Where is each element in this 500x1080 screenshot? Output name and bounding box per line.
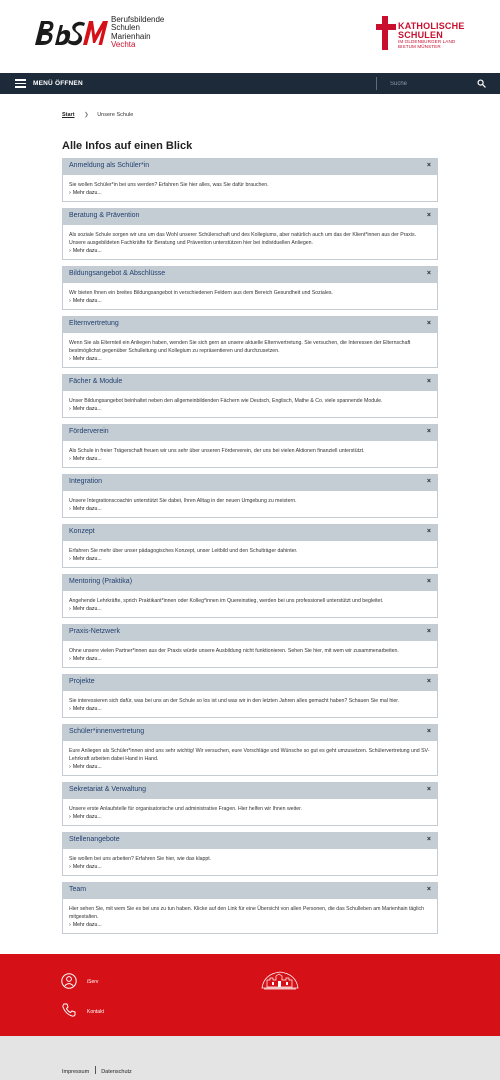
accordion-title: Schüler*innenvertretung — [69, 728, 145, 735]
accordion-body — [63, 283, 437, 309]
accordion-item — [62, 882, 438, 934]
accordion-title: Mentoring (Praktika) — [69, 578, 133, 585]
close-icon[interactable]: × — [426, 528, 431, 535]
accordion-body — [63, 849, 437, 875]
more-link-label: Mehr dazu... — [72, 556, 102, 562]
more-link[interactable] — [69, 297, 431, 305]
more-link[interactable] — [69, 605, 431, 613]
accordion-body — [63, 641, 437, 667]
accordion-title: Team — [69, 886, 87, 893]
more-link-label: Mehr dazu... — [72, 456, 102, 462]
main-nav — [0, 73, 500, 94]
accordion-header[interactable] — [63, 575, 437, 591]
accordion-text: Angehende Lehrkräfte, sprich Praktikant*innen oder Kolleg*innen im Quereinstieg, werden bei uns professionell unterstützt und begleitet. — [69, 598, 384, 604]
kontakt-link[interactable]: Kontakt — [87, 1009, 104, 1015]
more-link[interactable] — [69, 505, 431, 513]
accordion-item — [62, 424, 438, 468]
close-icon[interactable]: × — [426, 836, 431, 843]
accordion-body — [63, 899, 437, 933]
chevron-right-icon: ❯ — [84, 112, 89, 118]
accordion-header[interactable] — [63, 783, 437, 799]
accordion-header[interactable] — [63, 209, 437, 225]
katholische-schulen-logo[interactable] — [376, 16, 396, 55]
more-link-label: Mehr dazu... — [72, 706, 102, 712]
accordion-text: Eure Anliegen als Schüler*innen sind uns sehr wichtig! Wir versuchen, eure Vorschläge und Wünsche so gut es geht umzusetzen. Schülervertretung und SV-Lehrkraft arbeiten dabei Hand in Hand. — [69, 748, 430, 762]
more-link-label: Mehr dazu... — [72, 406, 102, 412]
bbsm-logo[interactable] — [33, 17, 109, 54]
accordion-header[interactable] — [63, 425, 437, 441]
more-link-label: Mehr dazu... — [72, 656, 102, 662]
accordion-text: Erfahren Sie mehr über unser pädagogisches Konzept, unser Leitbild und den Schulträger dahinter. — [69, 548, 298, 554]
more-link-label: Mehr dazu... — [72, 606, 102, 612]
footer-main — [0, 954, 500, 1036]
accordion-title: Beratung & Prävention — [69, 212, 140, 219]
more-link[interactable] — [69, 813, 431, 821]
accordion-text: Als soziale Schule sorgen wir uns um das Wohl unserer Schülerschaft und des Kollegiums, aber natürlich auch um das der Klient*innen aus der Praxis. Unsere ausgebildeten Fachkräfte für Beratung und Prävention unterstützen hier bei individuellen Anliegen. — [69, 232, 417, 246]
more-link-label: Mehr dazu... — [72, 922, 102, 928]
katholische-schulen-text — [398, 22, 465, 49]
ks-line-2: SCHULEN — [398, 29, 443, 40]
info-accordion — [62, 158, 438, 940]
more-link-label: Mehr dazu... — [72, 298, 102, 304]
accordion-text: Wenn Sie als Elternteil ein Anliegen haben, wenden Sie sich gern an unsere aktuelle Elternvertretung. Sie versuchen, die Interessen der Elternschaft bestmöglichst gegenüber Schulleitung und Kollegium zu repräsentieren und durchzusetzen. — [69, 340, 411, 354]
bbsm-logo-mark — [33, 17, 109, 49]
chevron-right-icon: › — [69, 606, 71, 612]
accordion-item — [62, 316, 438, 368]
page-title: Alle Infos auf einen Blick — [62, 140, 193, 152]
accordion-item — [62, 208, 438, 260]
accordion-body — [63, 491, 437, 517]
accordion-body — [63, 799, 437, 825]
accordion-title: Konzept — [69, 528, 95, 535]
accordion-item — [62, 266, 438, 310]
accordion-body — [63, 225, 437, 259]
breadcrumb-current: Unsere Schule — [97, 112, 134, 118]
close-icon[interactable]: × — [426, 728, 431, 735]
more-link-label: Mehr dazu... — [72, 190, 102, 196]
accordion-body — [63, 591, 437, 617]
accordion-text: Unsere Integrationscoachin unterstützt Sie dabei, Ihren Alltag in der neuen Umgebung zu meistern. — [69, 498, 297, 504]
more-link[interactable] — [69, 921, 431, 929]
chevron-right-icon: › — [69, 706, 71, 712]
chevron-right-icon: › — [69, 922, 71, 928]
chevron-right-icon: › — [69, 656, 71, 662]
footer-link-divider — [95, 1066, 96, 1074]
accordion-title: Elternvertretung — [69, 320, 119, 327]
more-link[interactable] — [69, 247, 431, 255]
cross-icon — [376, 16, 396, 50]
nav-divider — [376, 77, 377, 90]
more-link-label: Mehr dazu... — [72, 248, 102, 254]
accordion-text: Wir bieten Ihnen ein breites Bildungsangebot in verschiedenen Feldern aus dem Bereich Gesundheit und Soziales. — [69, 290, 333, 296]
breadcrumb — [62, 112, 133, 118]
accordion-text: Sie interessieren sich dafür, was bei uns an der Schule so los ist und was wir in den letzten Jahren alles gemacht haben? Schauen Sie mal hier. — [69, 698, 400, 704]
more-link-label: Mehr dazu... — [72, 506, 102, 512]
chevron-right-icon: › — [69, 298, 71, 304]
chevron-right-icon: › — [69, 248, 71, 254]
close-icon[interactable]: × — [426, 162, 431, 169]
accordion-item — [62, 158, 438, 202]
more-link[interactable] — [69, 189, 431, 197]
accordion-header[interactable] — [63, 375, 437, 391]
datenschutz-link[interactable]: Datenschutz — [101, 1069, 132, 1075]
footer-links — [62, 1066, 132, 1075]
more-link[interactable] — [69, 555, 431, 563]
chevron-right-icon: › — [69, 456, 71, 462]
accordion-title: Integration — [69, 478, 103, 485]
close-icon[interactable]: × — [426, 428, 431, 435]
accordion-text: Als Schule in freier Trägerschaft freuen wir uns sehr über unseren Förderverein, der uns bei vielen Aktionen finanziell unterstützt. — [69, 448, 365, 454]
school-name-line-1: Berufsbildende — [111, 15, 165, 24]
ks-line-1: KATHOLISCHE — [398, 21, 465, 31]
more-link[interactable] — [69, 355, 431, 363]
more-link[interactable] — [69, 655, 431, 663]
close-icon[interactable]: × — [426, 886, 431, 893]
chevron-right-icon: › — [69, 814, 71, 820]
chevron-right-icon: › — [69, 406, 71, 412]
more-link[interactable] — [69, 705, 431, 713]
accordion-title: Förderverein — [69, 428, 109, 435]
close-icon[interactable]: × — [426, 478, 431, 485]
accordion-body — [63, 391, 437, 417]
accordion-header[interactable] — [63, 833, 437, 849]
accordion-text: Ohne unsere vielen Partner*innen aus der Praxis würde unsere Ausbildung nicht funktionieren. Sehen Sie hier, mit wem wir zusammenarbeiten. — [69, 648, 399, 654]
more-link[interactable] — [69, 405, 431, 413]
user-icon[interactable] — [61, 973, 77, 989]
close-icon[interactable]: × — [426, 678, 431, 685]
breadcrumb-start-link[interactable]: Start — [62, 112, 75, 118]
accordion-header[interactable] — [63, 675, 437, 691]
chevron-right-icon: › — [69, 556, 71, 562]
search-input[interactable] — [390, 77, 470, 90]
close-icon[interactable]: × — [426, 320, 431, 327]
accordion-text: Hier sehen Sie, mit wem Sie es bei uns zu tun haben. Klicke auf den Link für eine Übersicht von allen Personen, die das Schulleben am Marienhain täglich mitgestalten. — [69, 906, 424, 920]
chevron-right-icon: › — [69, 764, 71, 770]
chevron-right-icon: › — [69, 190, 71, 196]
accordion-item — [62, 674, 438, 718]
close-icon[interactable]: × — [426, 270, 431, 277]
school-name — [111, 16, 164, 50]
more-link[interactable] — [69, 455, 431, 463]
search-icon[interactable] — [477, 79, 486, 88]
more-link-label: Mehr dazu... — [72, 864, 102, 870]
accordion-header[interactable] — [63, 625, 437, 641]
accordion-body — [63, 741, 437, 775]
accordion-item — [62, 832, 438, 876]
accordion-item — [62, 782, 438, 826]
accordion-item — [62, 524, 438, 568]
more-link-label: Mehr dazu... — [72, 356, 102, 362]
more-link[interactable] — [69, 763, 431, 771]
accordion-item — [62, 574, 438, 618]
phone-icon[interactable] — [61, 1002, 77, 1018]
accordion-item — [62, 724, 438, 776]
more-link[interactable] — [69, 863, 431, 871]
impressum-link[interactable]: Impressum — [62, 1069, 90, 1075]
close-icon[interactable]: × — [426, 578, 431, 585]
accordion-title: Projekte — [69, 678, 95, 685]
school-city: Vechta — [111, 40, 136, 50]
ks-line-3: IM OLDENBURGER LAND — [398, 39, 456, 44]
menu-open-button[interactable]: MENÜ ÖFFNEN — [33, 80, 83, 87]
accordion-header[interactable] — [63, 525, 437, 541]
castle-emblem-icon — [258, 968, 302, 992]
accordion-header[interactable] — [63, 159, 437, 175]
accordion-title: Sekretariat & Verwaltung — [69, 786, 147, 793]
school-name-line-3: Marienhain — [111, 31, 151, 41]
close-icon[interactable]: × — [426, 212, 431, 219]
accordion-header[interactable] — [63, 725, 437, 741]
accordion-text: Unsere erste Anlaufstelle für organisatorische und administrative Fragen. Hier helfen wir Ihnen weiter. — [69, 806, 302, 812]
accordion-item — [62, 624, 438, 668]
accordion-title: Stellenangebote — [69, 836, 120, 843]
accordion-header[interactable] — [63, 475, 437, 491]
chevron-right-icon: › — [69, 864, 71, 870]
close-icon[interactable]: × — [426, 378, 431, 385]
accordion-body — [63, 691, 437, 717]
accordion-body — [63, 175, 437, 201]
chevron-right-icon: › — [69, 506, 71, 512]
accordion-text: Sie wollen bei uns arbeiten? Erfahren Sie hier, wie das klappt. — [69, 856, 212, 862]
accordion-title: Anmeldung als Schüler*in — [69, 162, 150, 169]
accordion-title: Fächer & Module — [69, 378, 123, 385]
close-icon[interactable]: × — [426, 786, 431, 793]
accordion-title: Praxis-Netzwerk — [69, 628, 120, 635]
accordion-text: Sie wollen Schüler*in bei uns werden? Erfahren Sie hier alles, was Sie dafür brauchen. — [69, 182, 269, 188]
accordion-body — [63, 333, 437, 367]
close-icon[interactable]: × — [426, 628, 431, 635]
accordion-header[interactable] — [63, 267, 437, 283]
iserv-link[interactable]: iServ — [87, 979, 99, 985]
more-link-label: Mehr dazu... — [72, 814, 102, 820]
accordion-item — [62, 474, 438, 518]
site-header — [0, 0, 500, 73]
accordion-body — [63, 441, 437, 467]
accordion-title: Bildungsangebot & Abschlüsse — [69, 270, 166, 277]
accordion-text: Unser Bildungsangebot beinhaltet neben den allgemeinbildenden Fächern wie Deutsch, Englisch, Mathe & Co. viele spannende Module. — [69, 398, 383, 404]
accordion-header[interactable] — [63, 317, 437, 333]
ks-line-4: BISTUM MÜNSTER — [398, 44, 441, 49]
accordion-body — [63, 541, 437, 567]
accordion-header[interactable] — [63, 883, 437, 899]
more-link-label: Mehr dazu... — [72, 764, 102, 770]
chevron-right-icon: › — [69, 356, 71, 362]
school-name-line-2: Schulen — [111, 23, 140, 33]
menu-icon[interactable] — [15, 79, 26, 88]
accordion-item — [62, 374, 438, 418]
